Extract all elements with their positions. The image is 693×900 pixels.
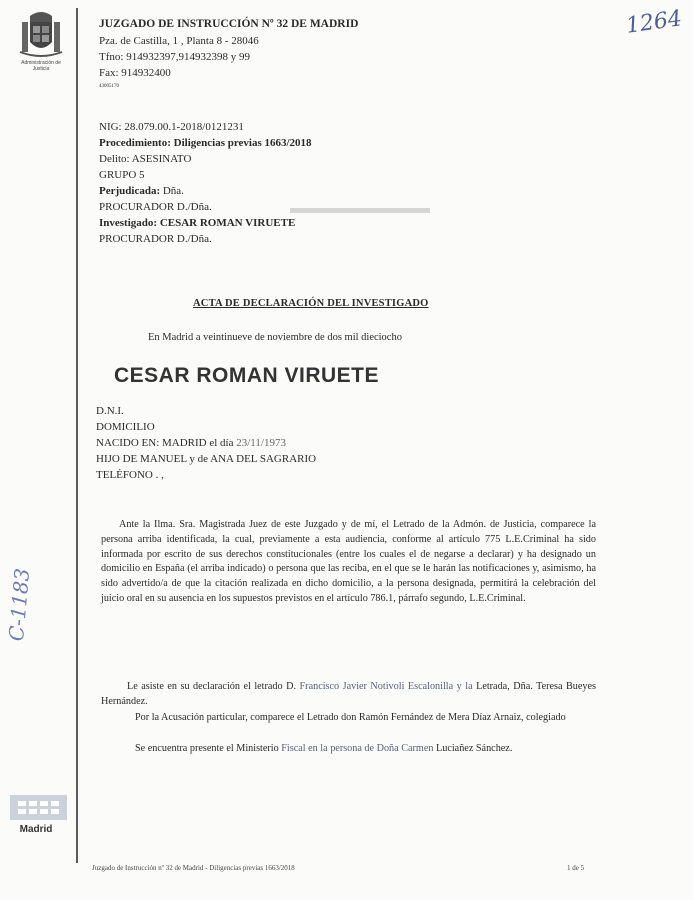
madrid-logo-label: Madrid [19,824,53,835]
perjudicada-value: Dña. [162,185,184,197]
declaration-paragraph: Ante la Ilma. Sra. Magistrada Juez de este Juzgado y de mí, el Letrado de la Admón. de Justicia, comparece la persona arriba identificada, la cual, previamente a esta audiencia, conforme al artículo 775 L.E.Criminal ha sido informada por escrito de sus derechos constitucionales (entre los cuales el de negarse a declarar) y ha designado un domicilio en España (el arriba indicado) o persona que las reciba, en el que se le harán las notificaciones y, asimismo, ha sido advertido/a de que la citación realizada en dicho domicilio, a la persona designada, permitirá la celebración del juicio oral en su ausencia en los supuestos previstos en el artículo 786.1, párrafo segundo, L.E.Criminal. [101,519,596,604]
coat-of-arms-icon [16,10,66,58]
court-address: Pza. de Castilla, 1 , Planta 8 - 28046 [99,35,259,47]
lawyer-name: Francisco Javier Notivoli Escalonilla y la [299,681,473,692]
investigado [99,216,295,230]
madrid-stars-icon [10,795,67,820]
date-line: En Madrid a veintinueve de noviembre de dos mil dieciocho [148,332,402,343]
handwritten-margin-mark: C-1183 [4,567,35,643]
prosecutor-line2: Luciañez Sánchez. [436,743,513,754]
footer-page: 1 de 5 [567,864,585,872]
lawyer-prefix: Le asiste en su declaración el letrado D. [127,681,297,692]
dni: D.N.I. [96,405,124,417]
margin-rule [76,8,78,863]
domicilio: DOMICILIO [96,421,155,433]
defendant-name: CESAR ROMAN VIRUETE [114,364,380,387]
investigado-label: Investigado: [99,217,158,229]
nig: NIG: 28.079.00.1-2018/0121231 [99,121,244,133]
investigado-value: CESAR ROMAN VIRUETE [159,217,296,229]
grupo: GRUPO 5 [99,169,145,181]
lawyer-rest: Letrada, Dña. Teresa Bueyes Hernández. [101,681,596,707]
handwritten-page-number: 1264 [624,6,684,39]
court-code: 43005170 [99,84,119,89]
prosecutor-rest: Fiscal en la persona de Doña Carmen [281,743,434,754]
prosecutor-paragraph [101,742,596,757]
madrid-logo [10,795,62,835]
nacido-date: 23/11/1973 [236,437,286,449]
accusation-paragraph: Por la Acusación particular, comparece el Letrado don Ramón Fernández de Mera Díaz Arnaiz, colegiado [135,712,566,723]
procurador-2: PROCURADOR D./Dña. [99,233,212,245]
court-name: JUZGADO DE INSTRUCCIÓN Nº 32 DE MADRID [99,18,359,30]
redaction-bar [290,208,430,213]
footer-left: Juzgado de Instrucción nº 32 de Madrid - Diligencias previas 1663/2018 [92,864,295,872]
lawyer-paragraph [101,680,596,710]
delito: Delito: ASESINATO [99,153,192,165]
telefono: TELÉFONO . , [96,469,164,481]
perjudicada [99,184,184,198]
perjudicada-label: Perjudicada: [99,185,161,197]
procurador-1: PROCURADOR D./Dña. [99,201,212,213]
hijo-de: HIJO DE MANUEL y de ANA DEL SAGRARIO [96,453,317,465]
procedimiento [99,136,312,150]
nacido [96,436,286,450]
prosecutor-prefix: Se encuentra presente el Ministerio [135,743,279,754]
document-title: ACTA DE DECLARACIÓN DEL INVESTIGADO [193,298,429,309]
procedimiento-value: Diligencias previas 1663/2018 [173,137,312,149]
court-phone: Tfno: 914932397,914932398 y 99 [99,51,250,63]
crest-caption: Administración de Justicia [21,60,61,72]
court-fax: Fax: 914932400 [99,67,171,79]
nacido-prefix: NACIDO EN: MADRID el día [96,437,234,449]
procedimiento-label: Procedimiento: [99,137,171,149]
